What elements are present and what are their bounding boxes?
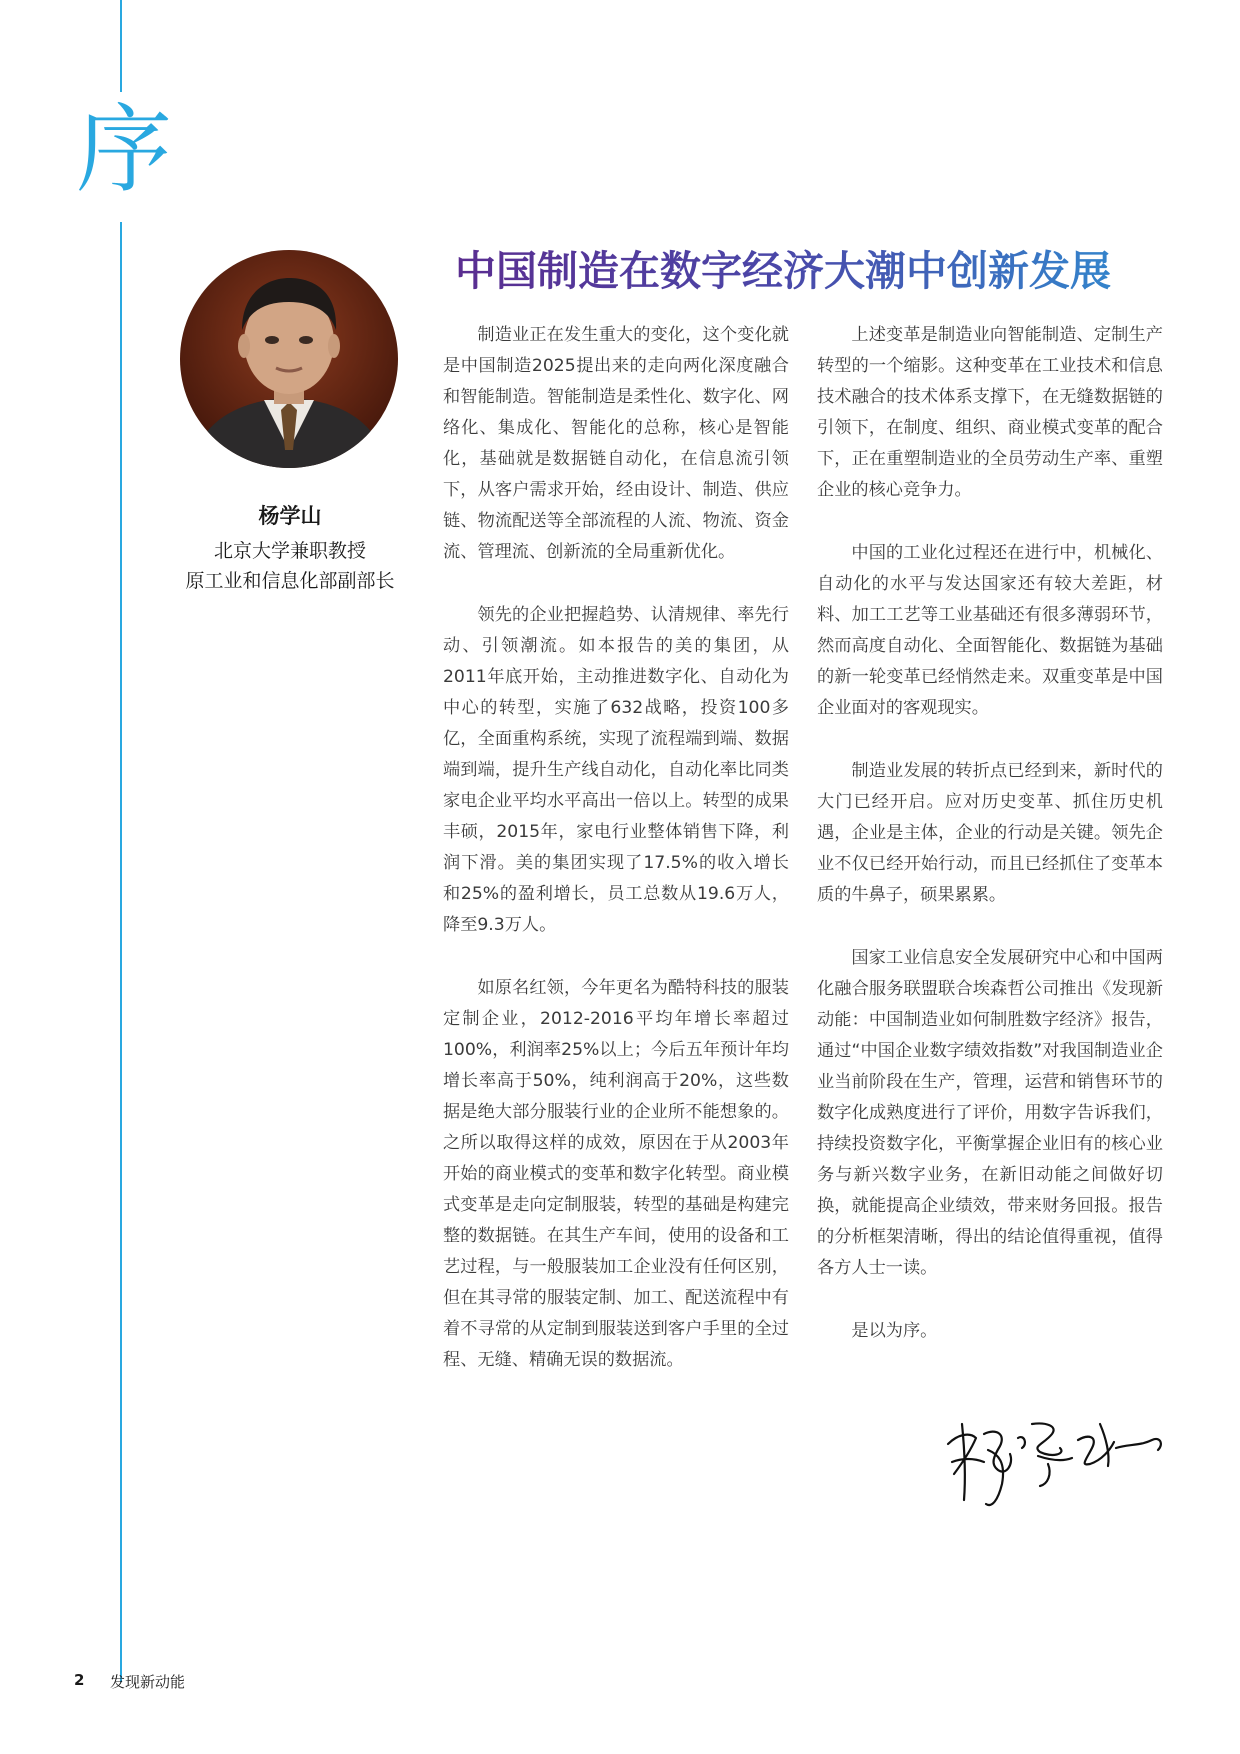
author-titles: [150, 536, 430, 596]
paragraph: 国家工业信息安全发展研究中心和中国两化融合服务联盟联合埃森哲公司推出《发现新动能：中国制造业如何制胜数字经济》报告，通过“中国企业数字绩效指数”对我国制造业企业当前阶段在生产，管理，运营和销售环节的数字化成熟度进行了评价，用数字告诉我们，持续投资数字化，平衡掌握企业旧有的核心业务与新兴数字业务，在新旧动能之间做好切换，就能提高企业绩效，带来财务回报。报告的分析框架清晰，得出的结论值得重视，值得各方人士一读。: [817, 948, 1163, 1278]
text-column-right: [817, 320, 1163, 1379]
article-title: 中国制造在数字经济大潮中创新发展: [455, 238, 1175, 297]
paragraph: 中国的工业化过程还在进行中，机械化、自动化的水平与发达国家还有较大差距，材料、加工工艺等工业基础还有很多薄弱环节，然而高度自动化、全面智能化、数据链为基础的新一轮变革已经悄然走来。双重变革是中国企业面对的客观现实。: [817, 543, 1163, 718]
page-number: 2: [74, 1671, 85, 1689]
accent-line-top: [120, 0, 122, 92]
paragraph: 如原名红领，今年更名为酷特科技的服装定制企业，2012-2016平均年增长率超过100%，利润率25%以上；今后五年预计年均增长率高于50%，纯利润高于20%，这些数据是绝大部分服装行业的企业所不能想象的。之所以取得这样的成效，原因在于从2003年开始的商业模式的变革和数字化转型。商业模式变革是走向定制服装，转型的基础是构建完整的数据链。在其生产车间，使用的设备和工艺过程，与一般服装加工企业没有任何区别，但在其寻常的服装定制、加工、配送流程中有着不寻常的从定制到服装送到客户手里的全过程、无缝、精确无误的数据流。: [443, 978, 789, 1370]
paragraph: 制造业发展的转折点已经到来，新时代的大门已经开启。应对历史变革、抓住历史机遇，企业是主体，企业的行动是关键。领先企业不仅已经开始行动，而且已经抓住了变革本质的牛鼻子，硕果累累。: [817, 761, 1163, 905]
section-heading: 序: [76, 94, 172, 206]
paragraph: 领先的企业把握趋势、认清规律、率先行动、引领潮流。如本报告的美的集团，从2011年底开始，主动推进数字化、自动化为中心的转型，实施了632战略，投资100多亿，全面重构系统，实现了流程端到端、数据端到端，提升生产线自动化，自动化率比同类家电企业平均水平高出一倍以上。转型的成果丰硕，2015年，家电行业整体销售下降，利润下滑。美的集团实现了17.5%的收入增长和25%的盈利增长，员工总数从19.6万人，降至9.3万人。: [443, 605, 789, 935]
paragraph: 是以为序。: [851, 1321, 938, 1341]
paragraph: 上述变革是制造业向智能制造、定制生产转型的一个缩影。这种变革在工业技术和信息技术融合的技术体系支撑下，在无缝数据链的引领下，在制度、组织、商业模式变革的配合下，正在重塑制造业的全员劳动生产率、重塑企业的核心竞争力。: [817, 325, 1163, 500]
handwritten-signature: [940, 1404, 1170, 1516]
accent-line-bottom: [120, 222, 122, 1682]
author-title-line: 北京大学兼职教授: [213, 540, 366, 562]
author-name: 杨学山: [258, 504, 322, 528]
author-portrait: [180, 250, 398, 468]
author-title-line: 原工业和信息化部副部长: [185, 570, 395, 592]
text-column-left: [443, 320, 789, 1408]
paragraph: 制造业正在发生重大的变化，这个变化就是中国制造2025提出来的走向两化深度融合和智能制造。智能制造是柔性化、数字化、网络化、集成化、智能化的总称，核心是智能化，基础就是数据链自动化，在信息流引领下，从客户需求开始，经由设计、制造、供应链、物流配送等全部流程的人流、物流、资金流、管理流、创新流的全局重新优化。: [443, 325, 789, 562]
publication-name: 发现新动能: [110, 1673, 186, 1691]
